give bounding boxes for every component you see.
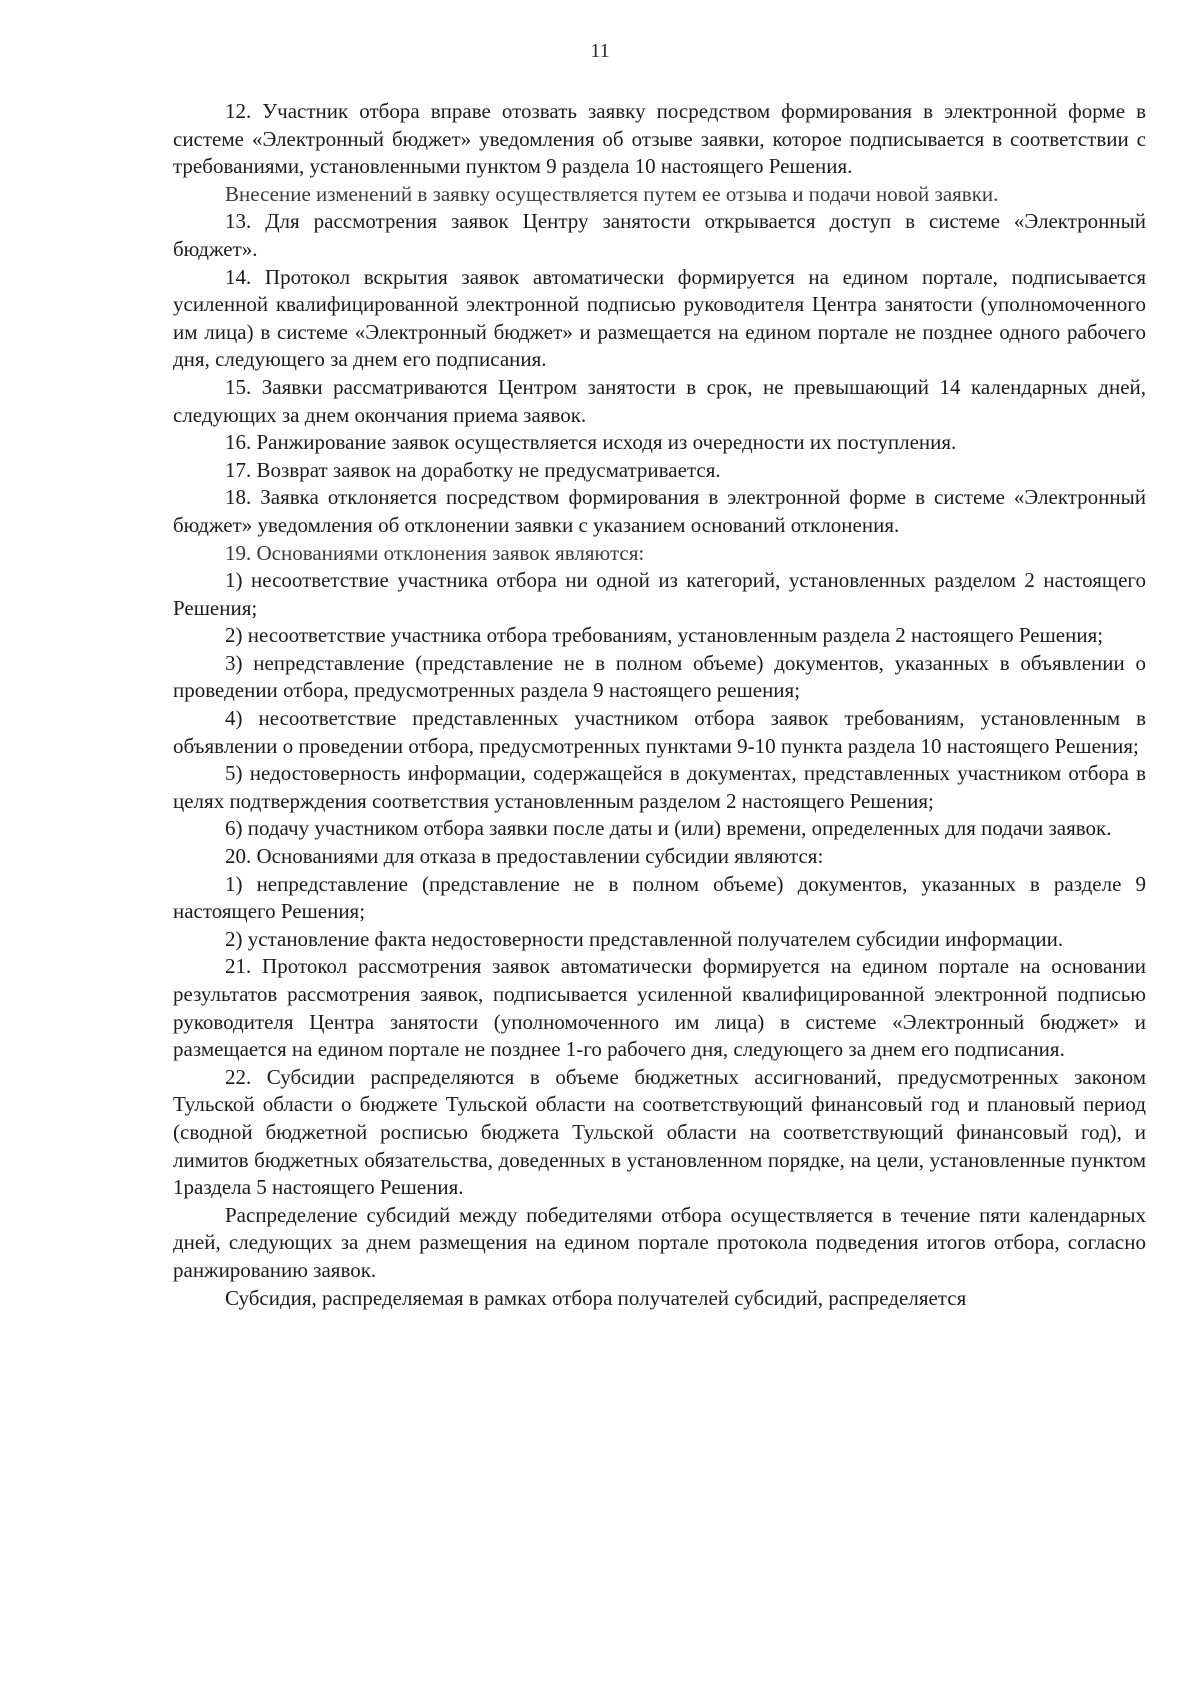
paragraph-distribution: Распределение субсидий между победителями отбора осуществляется в течение пяти календарных дней, следующих за днем размещения на едином портале протокола подведения итогов отбора, согласно ранжированию заявок. — [173, 1202, 1146, 1282]
list-item-19-3: 3) непредставление (представление не в полном объеме) документов, указанных в объявлении о проведении отбора, предусмотренных раздела 9 настоящего решения; — [173, 650, 1146, 703]
paragraph-15: 15. Заявки рассматриваются Центром занятости в срок, не превышающий 14 календарных дней, следующих за днем окончания приема заявок. — [173, 374, 1146, 427]
paragraph-12: 12. Участник отбора вправе отозвать заявку посредством формирования в электронной форме в системе «Электронный бюджет» уведомления об отзыве заявки, которое подписывается в соответствии с требованиями, установленными пунктом 9 раздела 10 настоящего Решения. — [173, 99, 1146, 179]
paragraph-subsidy-continued: Субсидия, распределяемая в рамках отбора получателей субсидий, распределяется — [225, 1285, 967, 1310]
list-item-19-1: 1) несоответствие участника отбора ни одной из категорий, установленных разделом 2 настоящего Решения; — [173, 568, 1146, 620]
page-number: 11 — [590, 40, 610, 62]
paragraph-13: 13. Для рассмотрения заявок Центру занятости открывается доступ в системе «Электронный бюджет». — [173, 209, 1146, 261]
list-item-19-2: 2) несоответствие участника отбора требованиям, установленным раздела 2 настоящего Решения; — [225, 623, 1104, 648]
paragraph-20: 20. Основаниями для отказа в предоставлении субсидии являются: — [225, 844, 824, 869]
paragraph-17: 17. Возврат заявок на доработку не предусматривается. — [225, 457, 721, 482]
list-item-19-5: 5) недостоверность информации, содержащейся в документах, представленных участником отбора в целях подтверждения соответствия установленным разделом 2 настоящего Решения; — [173, 761, 1146, 813]
paragraph-14: 14. Протокол вскрытия заявок автоматически формируется на едином портале, подписывается усиленной квалифицированной электронной подписью руководителя Центра занятости (уполномоченного им лица) в системе «Электронный бюджет» и размещается на едином портале не позднее одного рабочего дня, следующего за днем его подписания. — [173, 264, 1146, 372]
paragraph-21: 21. Протокол рассмотрения заявок автоматически формируется на едином портале на основании результатов рассмотрения заявок, подписывается усиленной квалифицированной электронной подписью руководителя Центра занятости (уполномоченного им лица) в системе «Электронный бюджет» и размещается на едином портале не позднее 1-го рабочего дня, следующего за днем его подписания. — [173, 954, 1146, 1062]
list-item-20-1: 1) непредставление (представление не в полном объеме) документов, указанных в разделе 9 настоящего Решения; — [173, 871, 1146, 924]
paragraph-18: 18. Заявка отклоняется посредством формирования в электронной форме в системе «Электронный бюджет» уведомления об отклонении заявки с указанием оснований отклонения. — [173, 485, 1146, 537]
document-body — [173, 98, 1146, 1312]
paragraph-amendments: Внесение изменений в заявку осуществляется путем ее отзыва и подачи новой заявки. — [225, 181, 999, 206]
list-item-20-2: 2) установление факта недостоверности представленной получателем субсидии информации. — [225, 926, 1064, 951]
paragraph-19: 19. Основаниями отклонения заявок являются: — [225, 540, 645, 565]
paragraph-22: 22. Субсидии распределяются в объеме бюджетных ассигнований, предусмотренных законом Тульской области о бюджете Тульской области на соответствующий финансовый год и плановый период (сводной бюджетной росписью бюджета Тульской области на соответствующий финансовый год), и лимитов бюджетных обязательства, доведенных в установленном порядке, на цели, установленные пунктом 1раздела 5 настоящего Решения. — [173, 1064, 1146, 1200]
list-item-19-6: 6) подачу участником отбора заявки после даты и (или) времени, определенных для подачи заявок. — [225, 816, 1112, 841]
list-item-19-4: 4) несоответствие представленных участником отбора заявок требованиям, установленным в объявлении о проведении отбора, предусмотренных пунктами 9-10 пункта раздела 10 настоящего Решения; — [173, 706, 1146, 758]
paragraph-16: 16. Ранжирование заявок осуществляется исходя из очередности их поступления. — [225, 430, 957, 455]
